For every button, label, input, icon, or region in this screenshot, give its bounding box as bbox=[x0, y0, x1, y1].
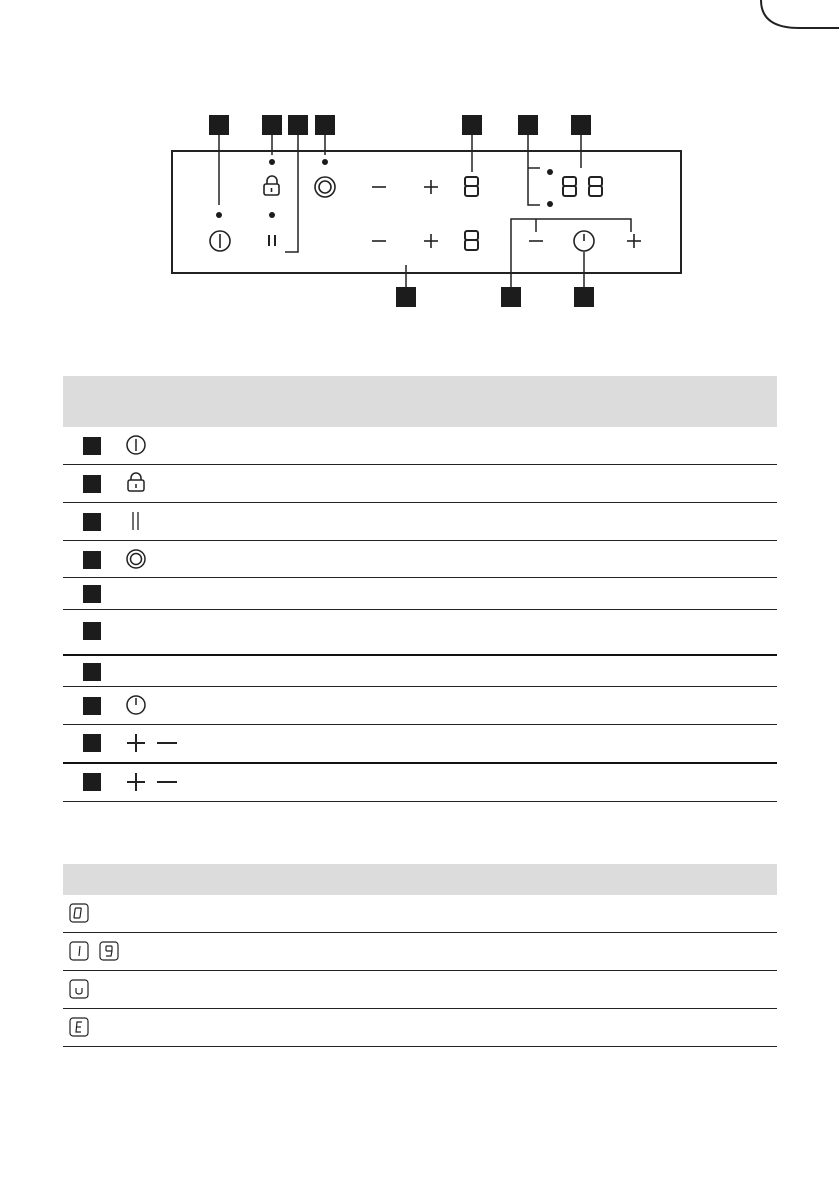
lock-icon bbox=[264, 176, 279, 195]
display-digit-0-icon bbox=[69, 903, 91, 925]
timer-controls bbox=[529, 231, 641, 251]
row-marker bbox=[83, 734, 101, 752]
plus-minus-icons bbox=[125, 732, 181, 754]
display-bottom bbox=[465, 231, 478, 250]
control-panel-diagram bbox=[0, 0, 839, 320]
lock-icon bbox=[125, 472, 147, 494]
panel-frame bbox=[172, 151, 681, 273]
table-header bbox=[63, 376, 777, 427]
callout-marker bbox=[396, 287, 416, 307]
row-marker bbox=[83, 475, 101, 493]
table-row bbox=[63, 465, 777, 503]
table-row bbox=[63, 895, 777, 933]
callout-marker bbox=[574, 287, 594, 307]
table-row bbox=[63, 764, 777, 802]
minus-plus-bottom bbox=[372, 234, 438, 248]
callout-marker bbox=[262, 115, 282, 135]
callout-marker bbox=[571, 115, 591, 135]
callout-marker bbox=[315, 115, 335, 135]
row-marker bbox=[83, 513, 101, 531]
table-row bbox=[63, 656, 777, 687]
callout-marker bbox=[288, 115, 308, 135]
table-row bbox=[63, 687, 777, 725]
callout-marker bbox=[501, 287, 521, 307]
leader-lines bbox=[219, 135, 631, 287]
display-timer bbox=[563, 177, 602, 196]
callout-marker bbox=[518, 115, 538, 135]
table-row bbox=[63, 578, 777, 610]
bridge-ring-icon bbox=[125, 548, 147, 570]
display-residual-heat-icon bbox=[69, 979, 91, 1001]
row-marker bbox=[83, 585, 101, 603]
timer-icon bbox=[125, 694, 147, 716]
power-icon bbox=[210, 231, 230, 251]
display-indications-table bbox=[63, 864, 777, 1047]
row-marker bbox=[83, 697, 101, 715]
table-row bbox=[63, 610, 777, 656]
table-row bbox=[63, 541, 777, 578]
table-row bbox=[63, 933, 777, 971]
callout-marker bbox=[462, 115, 482, 135]
power-icon bbox=[125, 434, 147, 456]
plus-minus-icons bbox=[125, 771, 181, 793]
bridge-ring-icon bbox=[315, 177, 335, 197]
callout-markers-top bbox=[209, 115, 591, 135]
display-digit-1-icon bbox=[69, 941, 91, 963]
display-top bbox=[465, 177, 478, 196]
indicator-dots bbox=[216, 159, 553, 218]
row-marker bbox=[83, 663, 101, 681]
row-marker bbox=[83, 622, 101, 640]
callout-markers-bottom bbox=[396, 287, 594, 307]
pause-icon bbox=[125, 510, 147, 532]
pause-icon bbox=[269, 235, 275, 246]
table-row bbox=[63, 725, 777, 764]
row-marker bbox=[83, 437, 101, 455]
minus-plus-top bbox=[372, 180, 438, 194]
table-row bbox=[63, 503, 777, 541]
row-marker bbox=[83, 773, 101, 791]
display-error-icon bbox=[69, 1017, 91, 1039]
table-row bbox=[63, 427, 777, 465]
table-row bbox=[63, 1009, 777, 1047]
table-header bbox=[63, 864, 777, 895]
callout-marker bbox=[209, 115, 229, 135]
display-digit-9-icon bbox=[99, 941, 121, 963]
operating-elements-table bbox=[63, 376, 777, 802]
timer-icon bbox=[574, 231, 594, 251]
row-marker bbox=[83, 551, 101, 569]
table-row bbox=[63, 971, 777, 1009]
